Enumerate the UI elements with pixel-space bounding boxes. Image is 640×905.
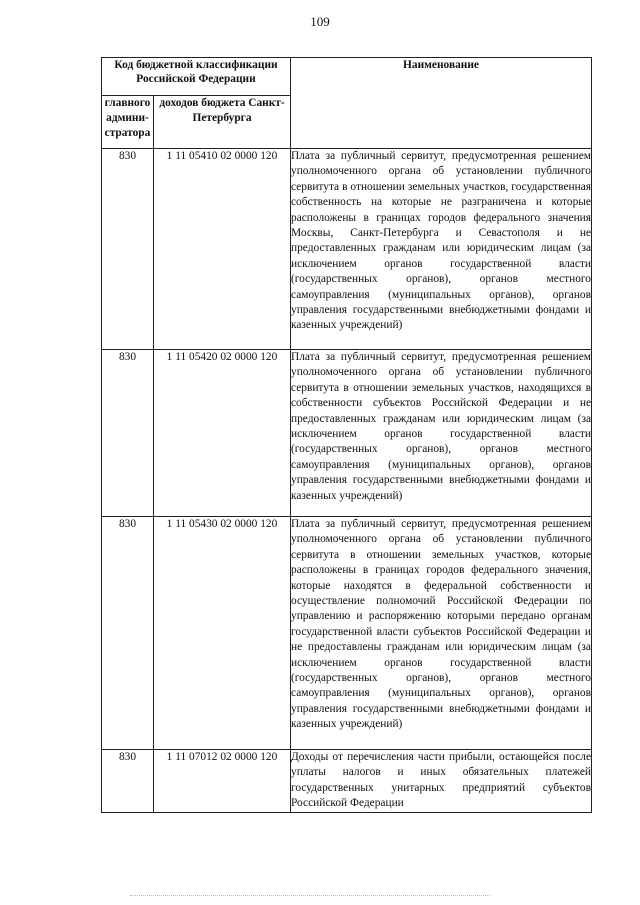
header-admin-column: главного админи-стратора — [102, 96, 154, 149]
table-row — [102, 350, 592, 517]
table-row — [102, 149, 592, 350]
name-cell: Плата за публичный сервитут, предусмотренная решением уполномоченного органа об установлении публичного сервитута в отношении земельных участков, находящихся в собственности субъектов Российской Федерации и не предоставленных гражданам или юридическим лицам (за исключением органов государственной власти (государственных органов), органов местного самоуправления (муниципальных органов), органов управления государственными внебюджетными фондами и казенных учреждений) — [291, 350, 592, 517]
admin-code-cell: 830 — [102, 149, 154, 350]
income-code-cell: 1 11 07012 02 0000 120 — [154, 750, 291, 813]
income-code-cell: 1 11 05420 02 0000 120 — [154, 350, 291, 517]
page-number: 109 — [310, 14, 330, 29]
budget-classification-table — [101, 57, 592, 813]
header-kbk-title: Код бюджетной классификации Российской Федерации — [102, 58, 291, 96]
table-row — [102, 517, 592, 750]
name-cell: Плата за публичный сервитут, предусмотренная решением уполномоченного органа об установлении публичного сервитута в отношении земельных участков, государственная собственность на которые не разграничена и которые расположены в границах городов федерального значения Москвы, Санкт-Петербурга и Севастополя и не предоставленных гражданам или юридическим лицам (за исключением органов государственной власти (государственных органов), органов местного самоуправления (муниципальных органов), органов управления государственными внебюджетными фондами и казенных учреждений) — [291, 149, 592, 350]
income-code-cell: 1 11 05410 02 0000 120 — [154, 149, 291, 350]
name-cell: Доходы от перечисления части прибыли, остающейся после уплаты налогов и иных обязательных платежей государственных унитарных предприятий субъектов Российской Федерации — [291, 750, 592, 813]
scan-artifact-divider — [130, 895, 490, 898]
table-row — [102, 750, 592, 813]
admin-code-cell: 830 — [102, 750, 154, 813]
header-income-column: доходов бюджета Санкт-Петербурга — [154, 96, 291, 149]
name-cell: Плата за публичный сервитут, предусмотренная решением уполномоченного органа об установлении публичного сервитута в отношении земельных участков, которые расположены в границах городов федерального значения, которые находятся в федеральной собственности и осуществление полномочий Российской Федерации по управлению и распоряжению которыми передано органам государственной власти субъектов Российской Федерации и не предоставлены гражданам или юридическим лицам (за исключением органов государственной власти (государственных органов), органов местного самоуправления (муниципальных органов), органов управления государственными внебюджетными фондами и казенных учреждений) — [291, 517, 592, 750]
income-code-cell: 1 11 05430 02 0000 120 — [154, 517, 291, 750]
admin-code-cell: 830 — [102, 517, 154, 750]
header-name-column: Наименование — [291, 58, 592, 149]
admin-code-cell: 830 — [102, 350, 154, 517]
